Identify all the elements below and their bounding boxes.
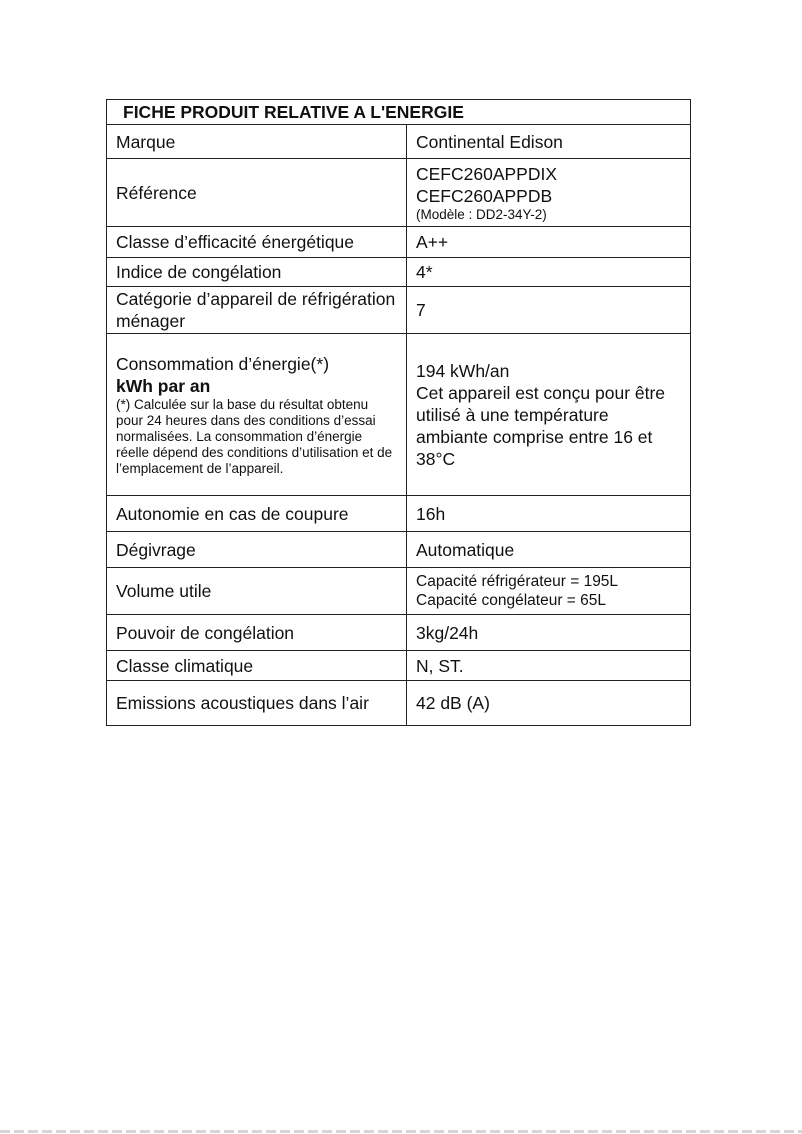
- reference-1: CEFC260APPDIX: [416, 163, 558, 184]
- row-value: N, ST.: [407, 651, 691, 681]
- temperature-note: Cet appareil est conçu pour être utilisé à une température ambiante comprise entre 16 et 38°C: [416, 382, 666, 469]
- table-row: [107, 258, 691, 287]
- table-title: FICHE PRODUIT RELATIVE A L'ENERGIE: [107, 100, 691, 125]
- row-label: Classe climatique: [107, 651, 407, 681]
- row-value: A++: [407, 227, 691, 258]
- fridge-capacity: Capacité réfrigérateur = 195L: [416, 573, 619, 590]
- model-note: (Modèle : DD2-34Y-2): [416, 206, 547, 222]
- consumption-value: 194 kWh/an: [416, 360, 510, 381]
- table-row: [107, 159, 691, 227]
- row-value: [407, 159, 691, 227]
- table-row: [107, 287, 691, 334]
- table-row: [107, 227, 691, 258]
- table-row: [107, 532, 691, 568]
- energy-product-sheet-table: [106, 99, 691, 726]
- table-row: [107, 651, 691, 681]
- reference-2: CEFC260APPDB: [416, 185, 553, 206]
- row-label: Marque: [107, 125, 407, 159]
- row-label: Catégorie d’appareil de réfrigération ménager: [107, 287, 407, 334]
- row-label: Référence: [107, 159, 407, 227]
- row-label: Dégivrage: [107, 532, 407, 568]
- table-row: [107, 496, 691, 532]
- row-label: Autonomie en cas de coupure: [107, 496, 407, 532]
- row-label: [107, 334, 407, 496]
- row-value: 7: [407, 287, 691, 334]
- row-label: Classe d’efficacité énergétique: [107, 227, 407, 258]
- table-row: [107, 681, 691, 726]
- row-value: [407, 334, 691, 496]
- row-value: 3kg/24h: [407, 615, 691, 651]
- table-row: [107, 568, 691, 615]
- row-value: Automatique: [407, 532, 691, 568]
- label-unit: kWh par an: [116, 375, 211, 396]
- row-value: 16h: [407, 496, 691, 532]
- row-label: Pouvoir de congélation: [107, 615, 407, 651]
- row-label: Indice de congélation: [107, 258, 407, 287]
- row-value: [407, 568, 691, 615]
- row-value: 42 dB (A): [407, 681, 691, 726]
- row-value: Continental Edison: [407, 125, 691, 159]
- label-main: Consommation d’énergie(*): [116, 353, 330, 374]
- row-value: 4*: [407, 258, 691, 287]
- label-note: (*) Calculée sur la base du résultat obtenu pour 24 heures dans des conditions d’essai normalisées. La consommation d’énergie réelle dépend des conditions d’utilisation et de l’emplacement de l’appareil.: [116, 396, 393, 476]
- table-row: [107, 615, 691, 651]
- cropped-footer-line: [0, 1130, 802, 1133]
- table-row: [107, 125, 691, 159]
- row-label: Emissions acoustiques dans l’air: [107, 681, 407, 726]
- row-label: Volume utile: [107, 568, 407, 615]
- freezer-capacity: Capacité congélateur = 65L: [416, 592, 607, 609]
- table-row: [107, 334, 691, 496]
